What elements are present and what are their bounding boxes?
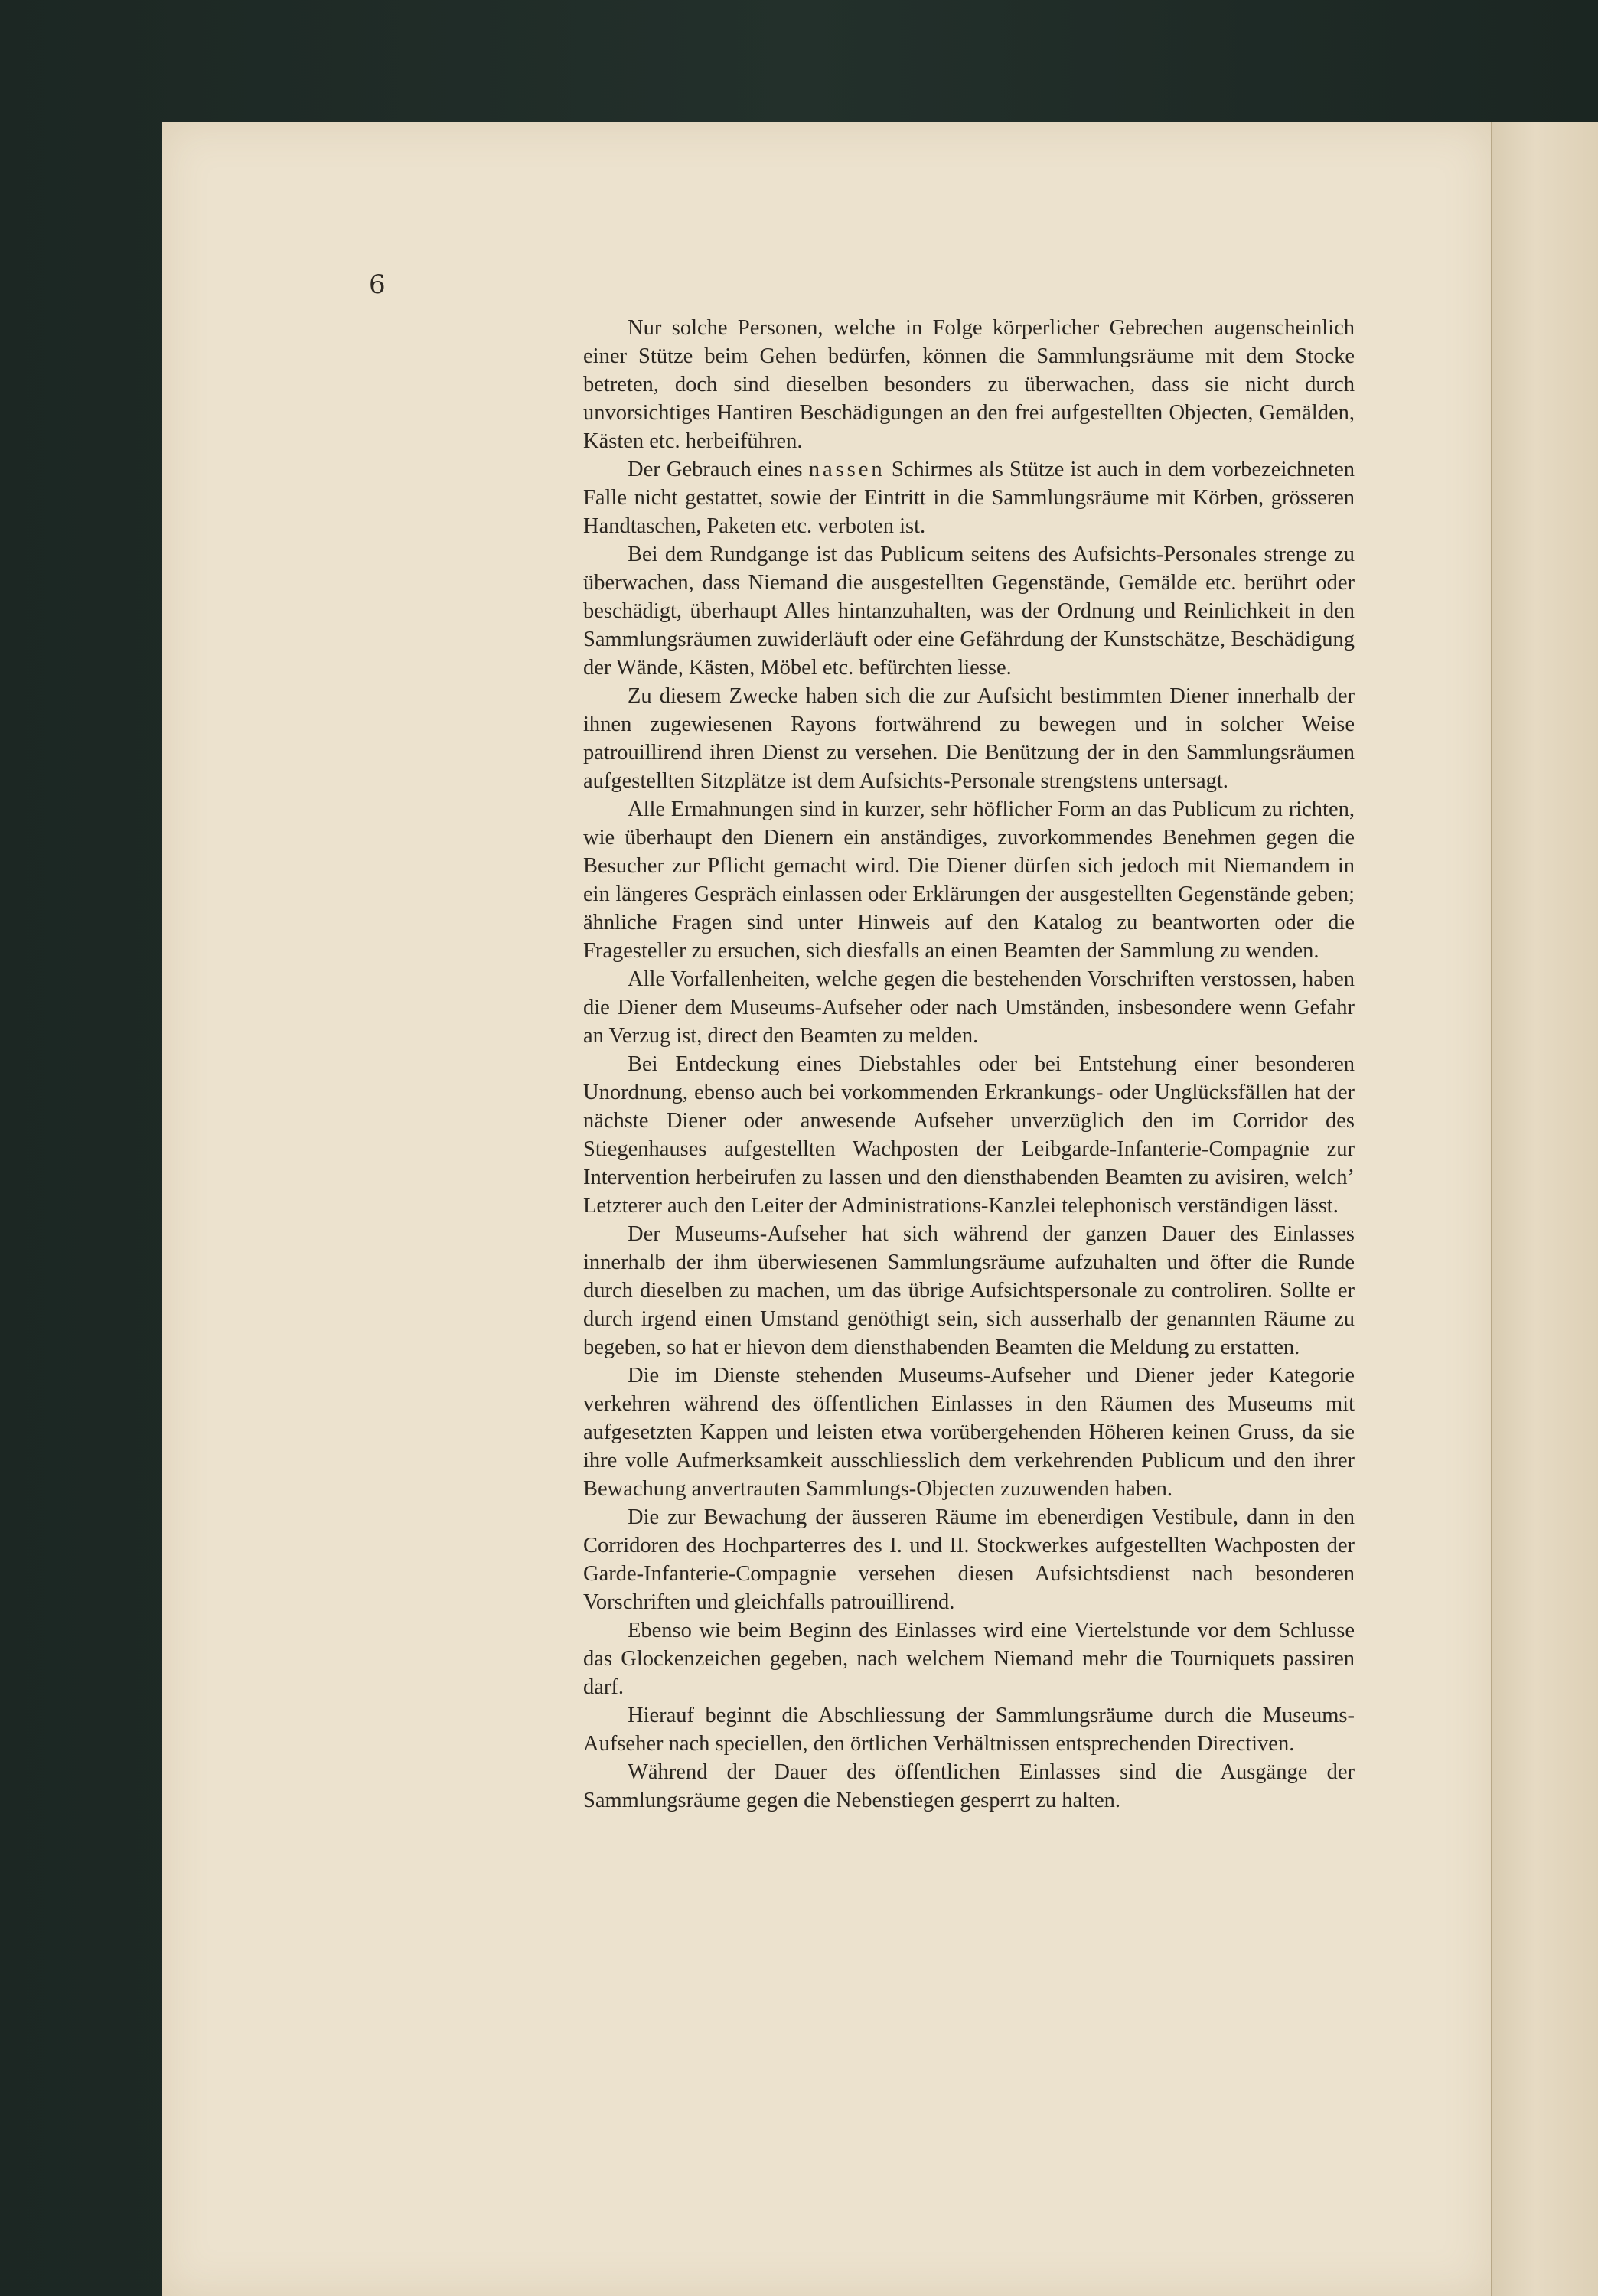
paragraph-12: Hierauf beginnt die Abschliessung der Sammlungsräume durch die Museums-Aufseher nach speciellen, den örtlichen Verhältnissen entsprechenden Directiven.	[583, 1704, 1355, 1756]
adjacent-page-edge	[1491, 122, 1598, 2296]
paragraph-3: Bei dem Rundgange ist das Publicum seitens des Aufsichts-Personales strenge zu überwachen, dass Niemand die ausgestellten Gegenstände, Gemälde etc. berührt oder beschädigt, überhaupt Alles hintanzuhalten, was der Ordnung und Reinlichkeit in den Sammlungsräumen zuwiderläuft oder eine Gefährdung der Kunstschätze, Beschädigung der Wände, Kästen, Möbel etc. befürchten liesse.	[583, 543, 1355, 680]
paragraph-2-before: Der Gebrauch eines	[628, 458, 809, 481]
page-number: 6	[369, 269, 386, 300]
body-text	[583, 314, 1355, 1815]
paragraph-7: Bei Entdeckung eines Diebstahles oder bei Entstehung einer besonderen Unordnung, ebenso auch bei vorkommenden Erkrankungs- oder Unglücksfällen hat der nächste Diener oder anwesende Aufseher unverzüglich den im Corridor des Stiegenhauses aufgestellten Wachposten der Leibgarde-Infanterie-Compagnie zur Intervention herbeirufen zu lassen und den diensthabenden Beamten zu avisiren, welch’ Letzterer auch den Leiter der Administrations-Kanzlei telephonisch verständigen lässt.	[583, 1052, 1355, 1218]
paragraph-9: Die im Dienste stehenden Museums-Aufseher und Diener jeder Kategorie verkehren während des öffentlichen Einlasses in den Räumen des Museums mit aufgesetzten Kappen und leisten etwa vorübergehenden Höheren keinen Gruss, da sie ihre volle Aufmerksamkeit ausschliesslich dem verkehrenden Publicum und den ihrer Bewachung anvertrauten Sammlungs-Objecten zuzuwenden haben.	[583, 1364, 1355, 1501]
paragraph-4: Zu diesem Zwecke haben sich die zur Aufsicht bestimmten Diener innerhalb der ihnen zugewiesenen Rayons fortwährend zu bewegen und in solcher Weise patrouillirend ihren Dienst zu versehen. Die Benützung der in den Sammlungsräumen aufgestellten Sitzplätze ist dem Aufsichts-Personale strengstens untersagt.	[583, 684, 1355, 793]
paragraph-8: Der Museums-Aufseher hat sich während der ganzen Dauer des Einlasses innerhalb der ihm überwiesenen Sammlungsräume aufzuhalten und öfter die Runde durch dieselben zu machen, um das übrige Aufsichtspersonale zu controliren. Sollte er durch irgend einen Umstand genöthigt sein, sich ausserhalb der genannten Räume zu begeben, so hat er hievon dem diensthabenden Beamten die Meldung zu erstatten.	[583, 1222, 1355, 1359]
paragraph-13: Während der Dauer des öffentlichen Einlasses sind die Ausgänge der Sammlungsräume gegen die Nebenstiegen gesperrt zu halten.	[583, 1760, 1355, 1812]
paragraph-11: Ebenso wie beim Beginn des Einlasses wird eine Viertelstunde vor dem Schlusse das Glockenzeichen gegeben, nach welchem Niemand mehr die Tourniquets passiren darf.	[583, 1619, 1355, 1699]
paragraph-2	[583, 455, 1355, 540]
paragraph-10: Die zur Bewachung der äusseren Räume im ebenerdigen Vestibule, dann in den Corridoren des Hochparterres des I. und II. Stockwerkes aufgestellten Wachposten der Garde-Infanterie-Compagnie versehen diesen Aufsichtsdienst nach besonderen Vorschriften und gleichfalls patrouillirend.	[583, 1505, 1355, 1614]
paragraph-2-after: Schirmes als Stütze ist auch in dem vorbezeichneten Falle nicht gestattet, sowie der Eintritt in die Sammlungsräume mit Körben, grösseren Handtaschen, Paketen etc. verboten ist.	[583, 458, 1355, 538]
paragraph-6: Alle Vorfallenheiten, welche gegen die bestehenden Vorschriften verstossen, haben die Diener dem Museums-Aufseher oder nach Umständen, insbesondere wenn Gefahr an Verzug ist, direct den Beamten zu melden.	[583, 967, 1355, 1048]
paragraph-1: Nur solche Personen, welche in Folge körperlicher Gebrechen augenscheinlich einer Stütze beim Gehen bedürfen, können die Sammlungsräume mit dem Stocke betreten, doch sind dieselben besonders zu überwachen, dass sie nicht durch unvorsichtiges Hantiren Beschädigungen an den frei aufgestellten Objecten, Gemälden, Kästen etc. herbeiführen.	[583, 316, 1355, 453]
paragraph-5: Alle Ermahnungen sind in kurzer, sehr höflicher Form an das Publicum zu richten, wie überhaupt den Dienern ein anständiges, zuvorkommendes Benehmen gegen die Besucher zur Pflicht gemacht wird. Die Diener dürfen sich jedoch mit Niemandem in ein längeres Gespräch einlassen oder Erklärungen der ausgestellten Gegenstände geben; ähnliche Fragen sind unter Hinweis auf den Katalog zu beantworten oder die Fragesteller zu ersuchen, sich diesfalls an einen Beamten der Sammlung zu wenden.	[583, 797, 1355, 963]
paragraph-2-emphasis: nassen	[808, 458, 885, 481]
